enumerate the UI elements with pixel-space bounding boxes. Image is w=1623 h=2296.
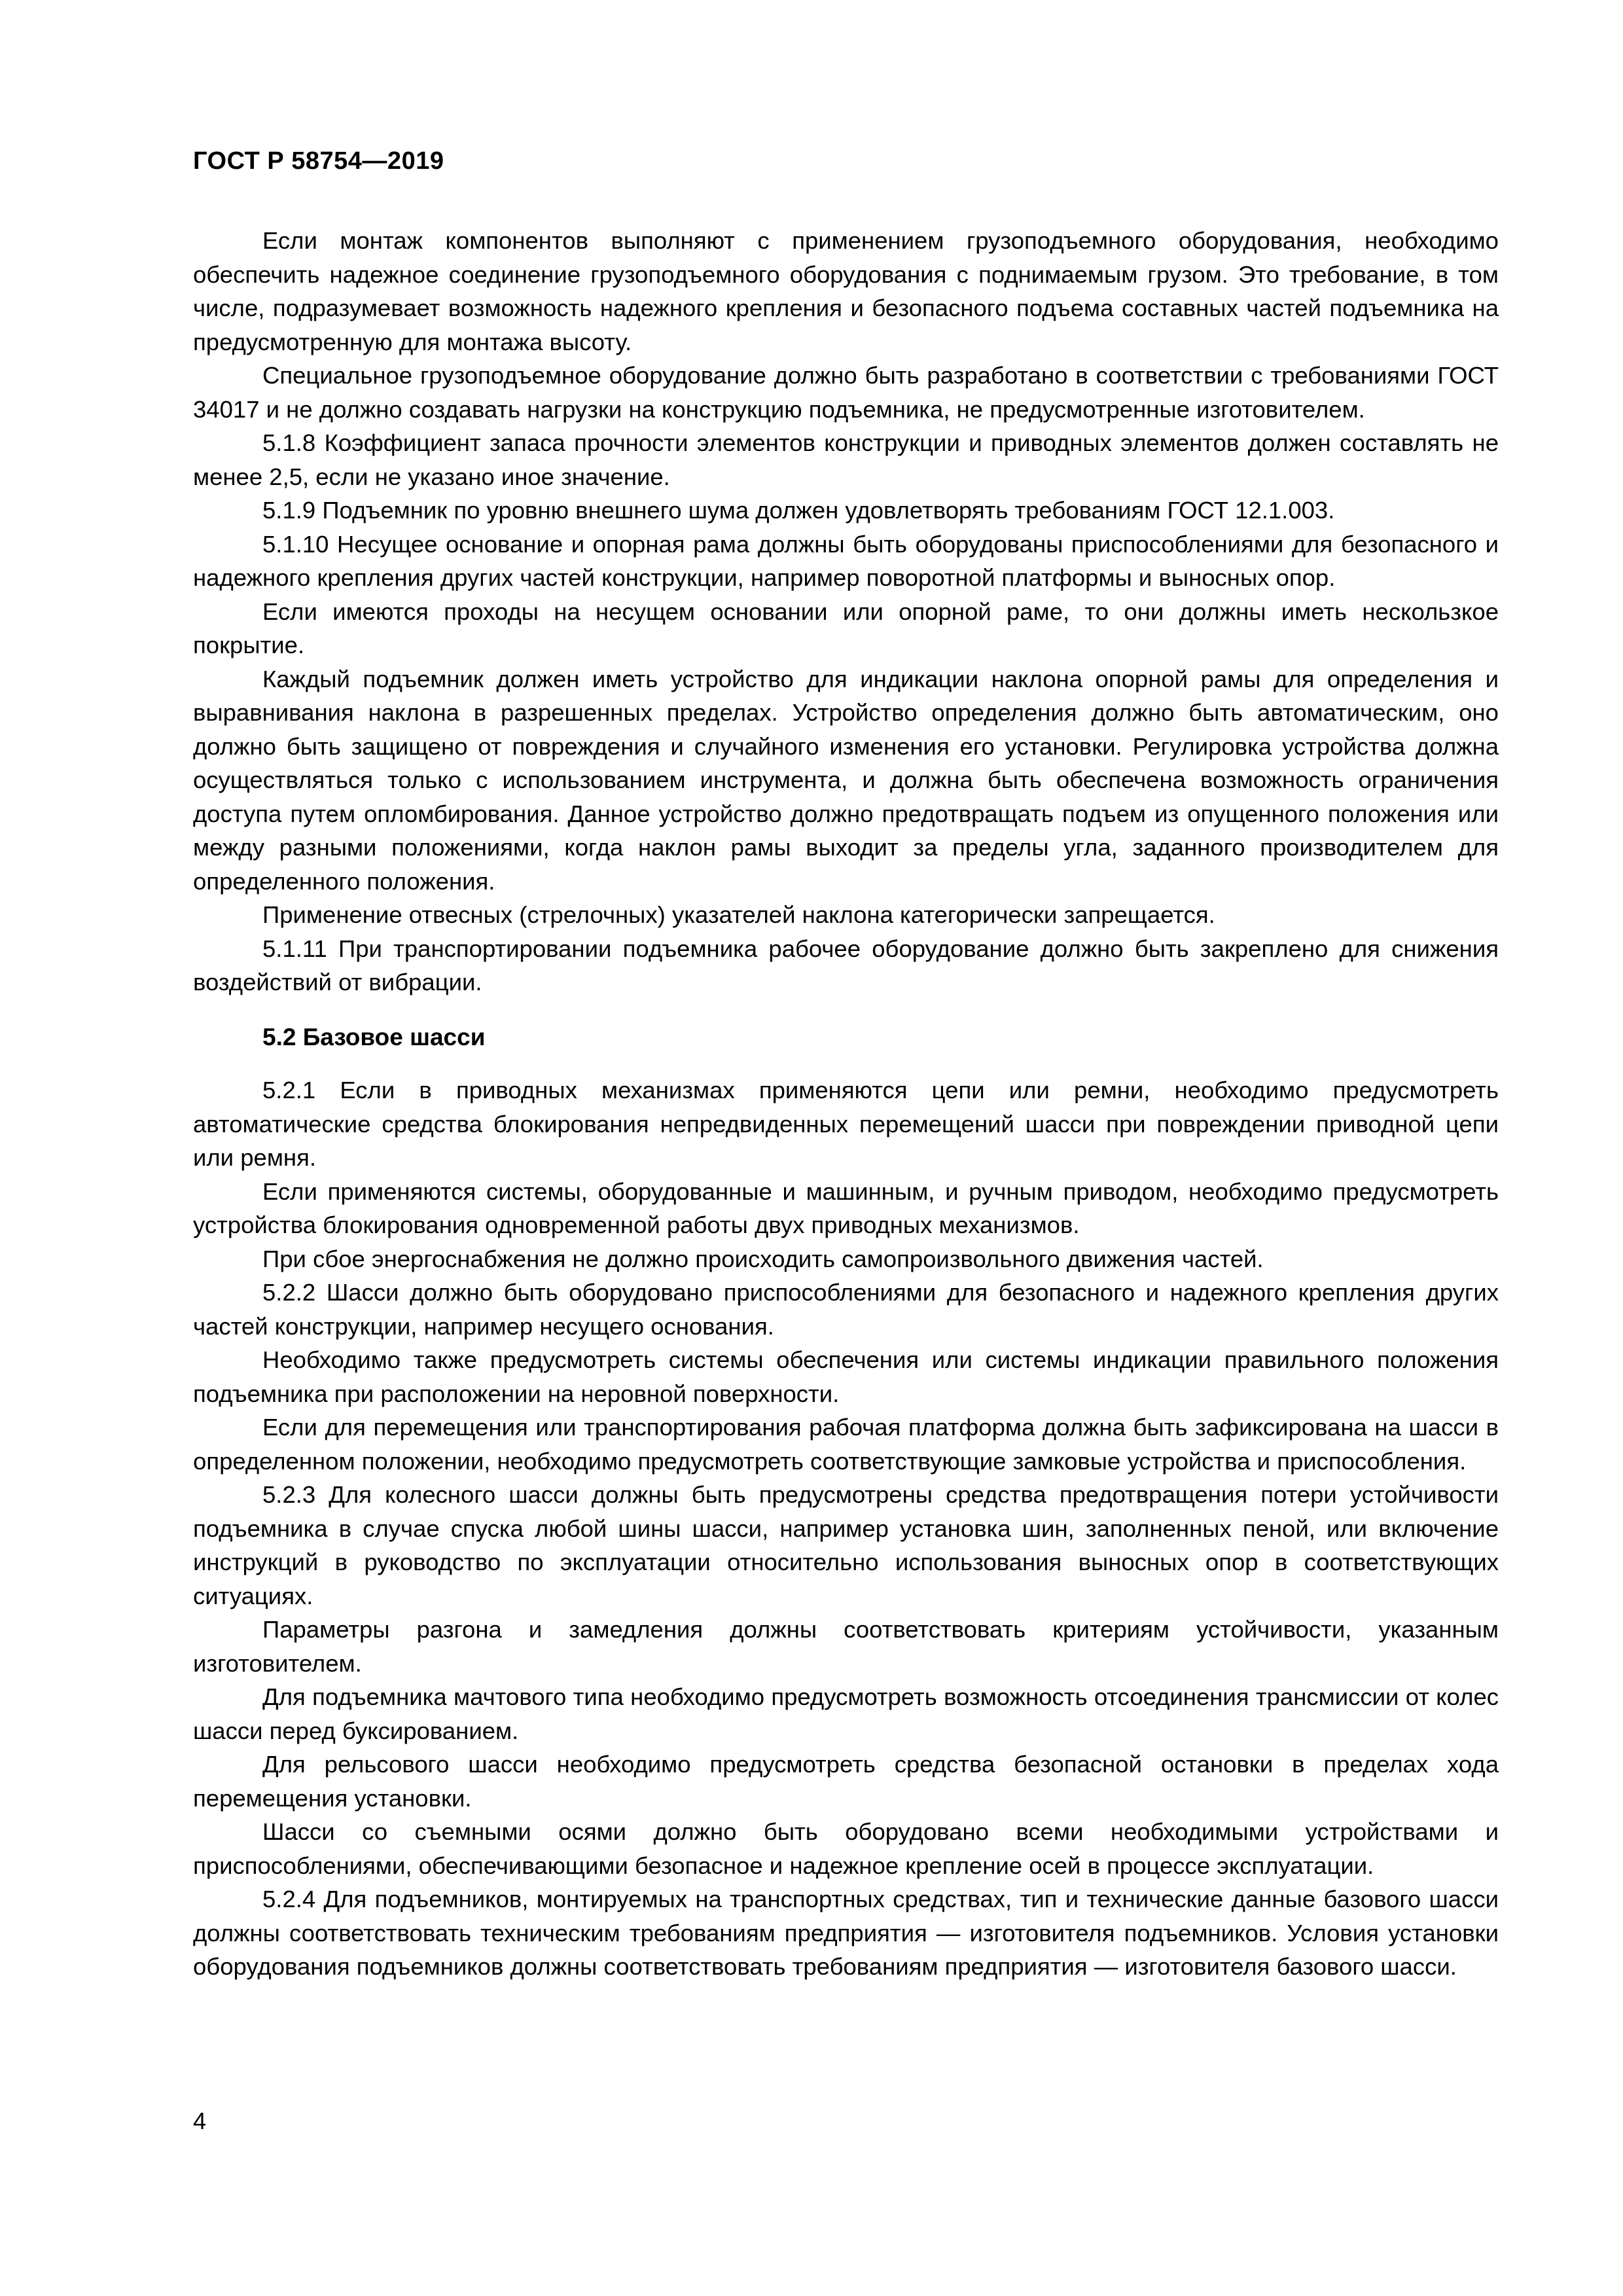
paragraph: Применение отвесных (стрелочных) указателей наклона категорически запрещается. (262, 901, 1215, 928)
paragraph: Если имеются проходы на несущем основании или опорной раме, то они должны иметь нескользкое покрытие. (193, 598, 1499, 658)
paragraph: 5.1.10 Несущее основание и опорная рама должны быть оборудованы приспособлениями для безопасного и надежного крепления других частей конструкции, например поворотной платформы и выносных опор. (193, 530, 1499, 591)
paragraph: Если монтаж компонентов выполняют с применением грузоподъемного оборудования, необходимо обеспечить надежное соединение грузоподъемного оборудования с поднимаемым грузом. Это требование, в том числе, подразумевает возможность надежного крепления и безопасного подъема составных частей подъемника на предусмотренную для монтажа высоту. (193, 227, 1499, 355)
paragraph: 5.1.8 Коэффициент запаса прочности элементов конструкции и приводных элементов должен составлять не менее 2,5, если не указано иное значение. (193, 429, 1499, 490)
paragraph: 5.1.9 Подъемник по уровню внешнего шума должен удовлетворять требованиям ГОСТ 12.1.003. (262, 497, 1335, 524)
paragraph: Специальное грузоподъемное оборудование должно быть разработано в соответствии с требованиями ГОСТ 34017 и не должно создавать нагрузки на конструкцию подъемника, не предусмотренные изготовителем. (193, 362, 1499, 423)
paragraph: 5.2.1 Если в приводных механизмах применяются цепи или ремни, необходимо предусмотреть автоматические средства блокирования непредвиденных перемещений шасси при повреждении приводной цепи или ремня. (193, 1077, 1499, 1171)
paragraph: Необходимо также предусмотреть системы обеспечения или системы индикации правильного положения подъемника при расположении на неровной поверхности. (193, 1346, 1499, 1407)
paragraph: 5.2.2 Шасси должно быть оборудовано приспособлениями для безопасного и надежного крепления других частей конструкции, например несущего основания. (193, 1279, 1499, 1340)
page-body (193, 224, 1499, 1984)
paragraph: 5.1.11 При транспортировании подъемника рабочее оборудование должно быть закреплено для снижения воздействий от вибрации. (193, 935, 1499, 996)
paragraph: При сбое энергоснабжения не должно происходить самопроизвольного движения частей. (262, 1245, 1264, 1272)
paragraph: 5.2.3 Для колесного шасси должны быть предусмотрены средства предотвращения потери устойчивости подъемника в случае спуска любой шины шасси, например установка шин, заполненных пеной, или включение инструкций в руководство по эксплуатации относительно использования выносных опор в соответствующих ситуациях. (193, 1481, 1499, 1609)
section-heading-base-chassis: 5.2 Базовое шасси (262, 1023, 486, 1050)
paragraph: 5.2.4 Для подъемников, монтируемых на транспортных средствах, тип и технические данные базового шасси должны соответствовать техническим требованиям предприятия — изготовителя подъемников. Условия установки оборудования подъемников должны соответствовать требованиям предприятия — изготовителя базового шасси. (193, 1886, 1499, 1980)
paragraph: Если для перемещения или транспортирования рабочая платформа должна быть зафиксирована на шасси в определенном положении, необходимо предусмотреть соответствующие замковые устройства и приспособления. (193, 1414, 1499, 1475)
paragraph: Для рельсового шасси необходимо предусмотреть средства безопасной остановки в пределах хода перемещения установки. (193, 1751, 1499, 1812)
page-number: 4 (193, 2108, 207, 2134)
paragraph: Каждый подъемник должен иметь устройство для индикации наклона опорной рамы для определения и выравнивания наклона в разрешенных пределах. Устройство определения должно быть автоматическим, оно должно быть защищено от повреждения и случайного изменения его установки. Регулировка устройства должна осуществляться только с использованием инструмента, и должна быть обеспечена возможность ограничения доступа путем опломбирования. Данное устройство должно предотвращать подъем из опущенного положения или между разными положениями, когда наклон рамы выходит за пределы угла, заданного производителем для определенного положения. (193, 665, 1499, 895)
paragraph: Если применяются системы, оборудованные и машинным, и ручным приводом, необходимо предусмотреть устройства блокирования одновременной работы двух приводных механизмов. (193, 1177, 1499, 1238)
document-code-header: ГОСТ Р 58754—2019 (193, 147, 444, 175)
paragraph: Для подъемника мачтового типа необходимо предусмотреть возможность отсоединения трансмиссии от колес шасси перед буксированием. (193, 1683, 1499, 1744)
paragraph: Параметры разгона и замедления должны соответствовать критериям устойчивости, указанным изготовителем. (193, 1616, 1499, 1677)
paragraph: Шасси со съемными осями должно быть оборудовано всеми необходимыми устройствами и приспособлениями, обеспечивающими безопасное и надежное крепление осей в процессе эксплуатации. (193, 1818, 1499, 1879)
